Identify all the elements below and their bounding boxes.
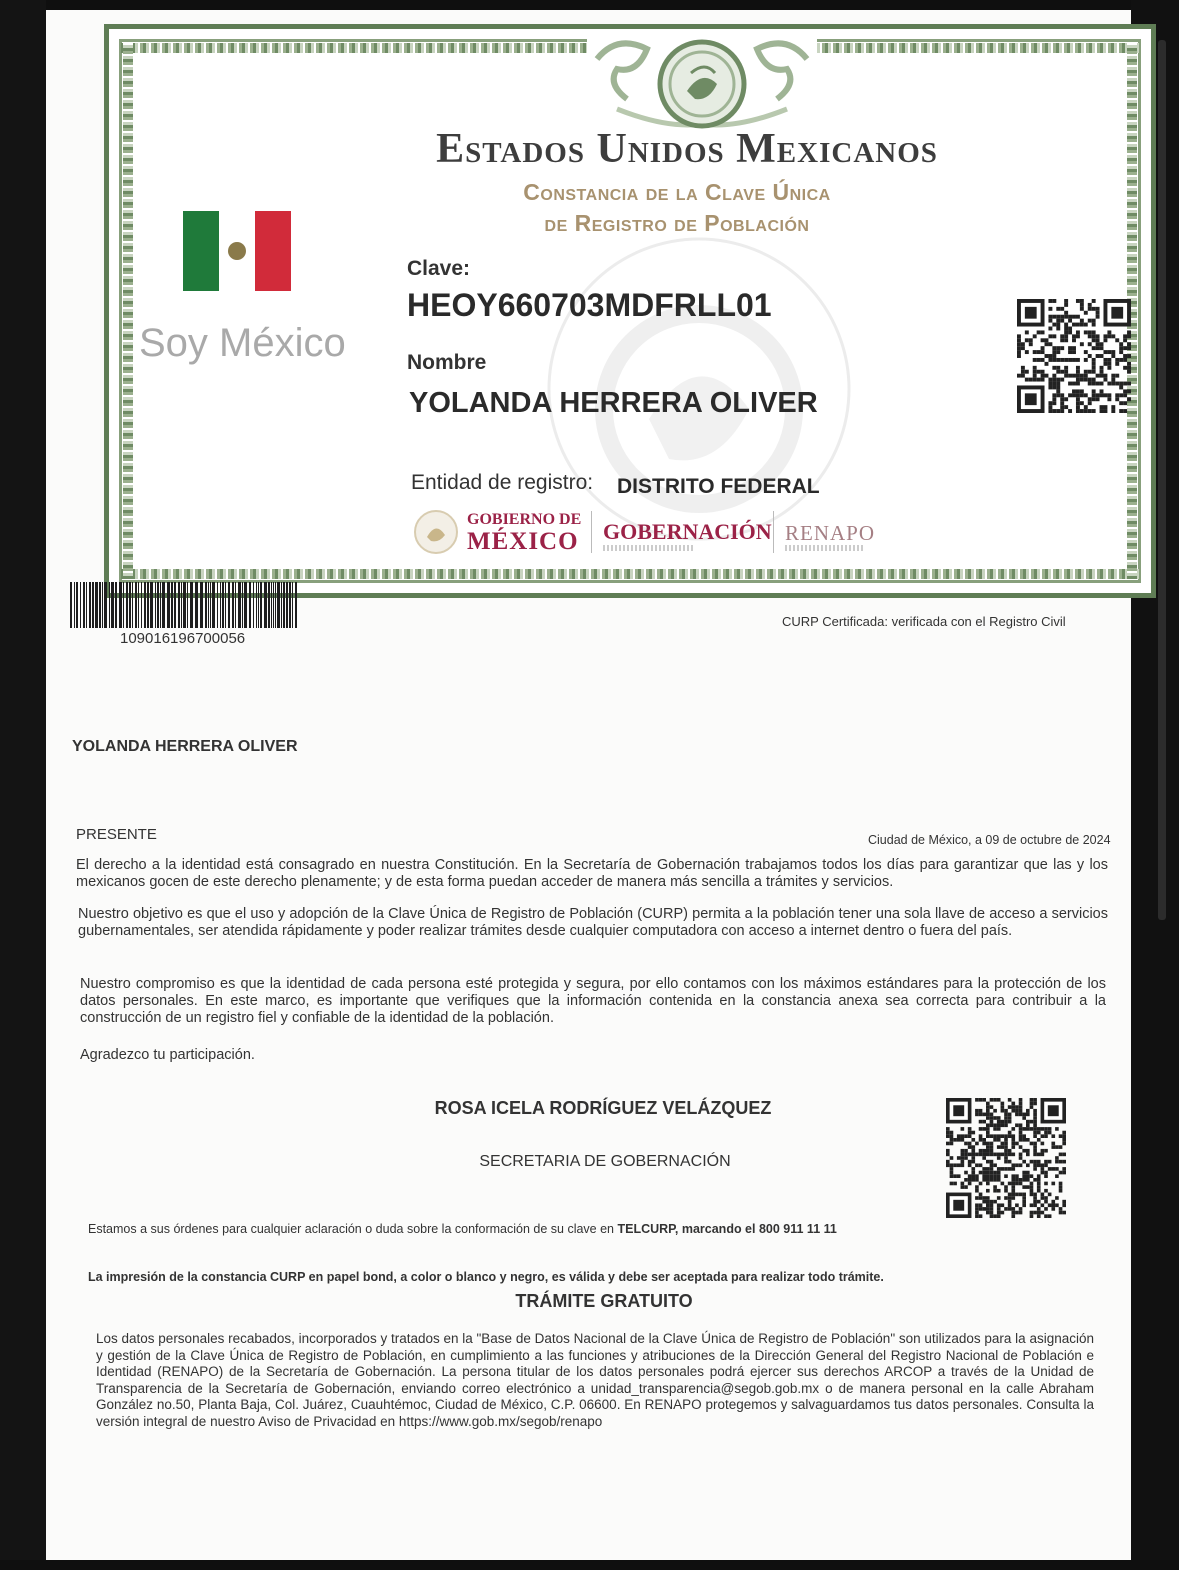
contact-note (88, 1222, 837, 1236)
signer-title: SECRETARIA DE GOBERNACIÓN (479, 1153, 731, 1170)
entidad-label: Entidad de registro: (411, 471, 594, 494)
letter-paragraph-1: El derecho a la identidad está consagrado en nuestra Constitución. En la Secretaría de Gobernación trabajamos todos los días para garantizar que las y los mexicanos gocen de este derecho plenamente; y de esta forma puedan acceder de manera más sencilla a trámites y servicios. (76, 857, 1108, 890)
photo-left-edge (0, 0, 46, 1570)
letter-paragraph-2: Nuestro objetivo es que el uso y adopción de la Clave Única de Registro de Población (CURP) permita a la población tener una sola llave de acceso a servicios gubernamentales, ser atendida rápidamente y poder realizar trámites desde cualquier computadora con acceso a internet dentro o fuera del país. (78, 906, 1108, 939)
curp-certificate (104, 24, 1156, 598)
document-title: Estados Unidos Mexicanos (436, 126, 938, 172)
nombre-value: YOLANDA HERRERA OLIVER (409, 387, 818, 419)
logo-divider (773, 511, 774, 553)
soy-mexico-slogan: Soy México (139, 321, 346, 365)
guilloche-band-left (123, 43, 133, 579)
curp-certificada-note: CURP Certificada: verificada con el Registro Civil (782, 614, 1066, 629)
gobierno-line-2: MÉXICO (467, 528, 579, 555)
national-crest-icon (587, 29, 817, 139)
clave-label: Clave: (407, 257, 471, 280)
renapo-logo: RENAPO (785, 521, 876, 545)
renapo-fineprint (785, 545, 865, 551)
entidad-value: DISTRITO FEDERAL (617, 475, 820, 498)
document-page (46, 10, 1131, 1560)
free-procedure-notice: TRÁMITE GRATUITO (515, 1291, 693, 1311)
print-validity-notice: La impresión de la constancia CURP en papel bond, a color o blanco y negro, es válida y debe ser aceptada para realizar todo trámite. (88, 1270, 884, 1284)
clave-value: HEOY660703MDFRLL01 (407, 287, 772, 323)
letter-closing: Agradezco tu participación. (80, 1047, 255, 1063)
gobernacion-fineprint (603, 545, 693, 551)
photo-top-edge (0, 0, 1179, 10)
nombre-label: Nombre (407, 351, 487, 374)
government-logos (413, 507, 933, 557)
signer-name: ROSA ICELA RODRÍGUEZ VELÁZQUEZ (434, 1098, 772, 1118)
letter-greeting: PRESENTE (76, 826, 157, 843)
gobernacion-logo: GOBERNACIÓN (603, 519, 772, 544)
letter-paragraph-3: Nuestro compromiso es que la identidad de cada persona esté protegida y segura, por ello contamos con los máximos estándares para la protección de los datos personales. En este marco, es importante que verifiques que la información contenida en la constancia anexa sea correcta para contribuir a la construcción de un registro fiel y confiable de la identidad de la población. (80, 976, 1106, 1026)
gobierno-de-mexico-logo (467, 509, 581, 553)
contact-text: Estamos a sus órdenes para cualquier aclaración o duda sobre la conformación de su clave en (88, 1222, 618, 1236)
gobierno-line-1: GOBIERNO DE (467, 511, 582, 528)
letter-recipient: YOLANDA HERRERA OLIVER (72, 738, 298, 755)
photo-right-strip (1158, 40, 1166, 920)
telcurp-phone: TELCURP, marcando el 800 911 11 11 (617, 1222, 837, 1236)
subtitle-line-2: de Registro de Población (544, 210, 810, 236)
gobierno-seal-icon (413, 509, 459, 555)
guilloche-band-bottom (121, 569, 1139, 579)
photo-bottom-edge (0, 1560, 1179, 1570)
subtitle-line-1: Constancia de la Clave Única (523, 179, 831, 205)
barcode-icon (70, 582, 298, 628)
qr-code-icon (946, 1096, 1066, 1220)
privacy-notice: Los datos personales recabados, incorporados y tratados en la "Base de Datos Nacional de la Clave Única de Registro de Población" son utilizados para la asignación y gestión de la Clave Única de Registro de Población, en cumplimiento a las funciones y atribuciones de la Dirección General del Registro Nacional de Población e Identidad (RENAPO) de la Secretaría de Gobernación. La persona titular de los datos personales podrá ejercer sus derechos ARCOP a través de la Unidad de Transparencia de la Secretaría de Gobernación, enviando correo electrónico a unidad_transparencia@segob.gob.mx o de manera personal en la calle Abraham González no.50, Planta Baja, Col. Juárez, Cuauhtémoc, Ciudad de México, C.P. 06600. En RENAPO protegemos y salvaguardamos tus datos personales. Consulta la versión integral de nuestro Aviso de Privacidad en https://www.gob.mx/segob/renapo (96, 1331, 1094, 1429)
letter-date: Ciudad de México, a 09 de octubre de 2024 (868, 833, 1111, 847)
barcode-number: 109016196700056 (120, 630, 246, 647)
logo-divider (591, 511, 592, 553)
mexico-flag-icon (183, 211, 291, 291)
document-subtitle (397, 177, 957, 239)
qr-code-icon (1017, 293, 1131, 419)
